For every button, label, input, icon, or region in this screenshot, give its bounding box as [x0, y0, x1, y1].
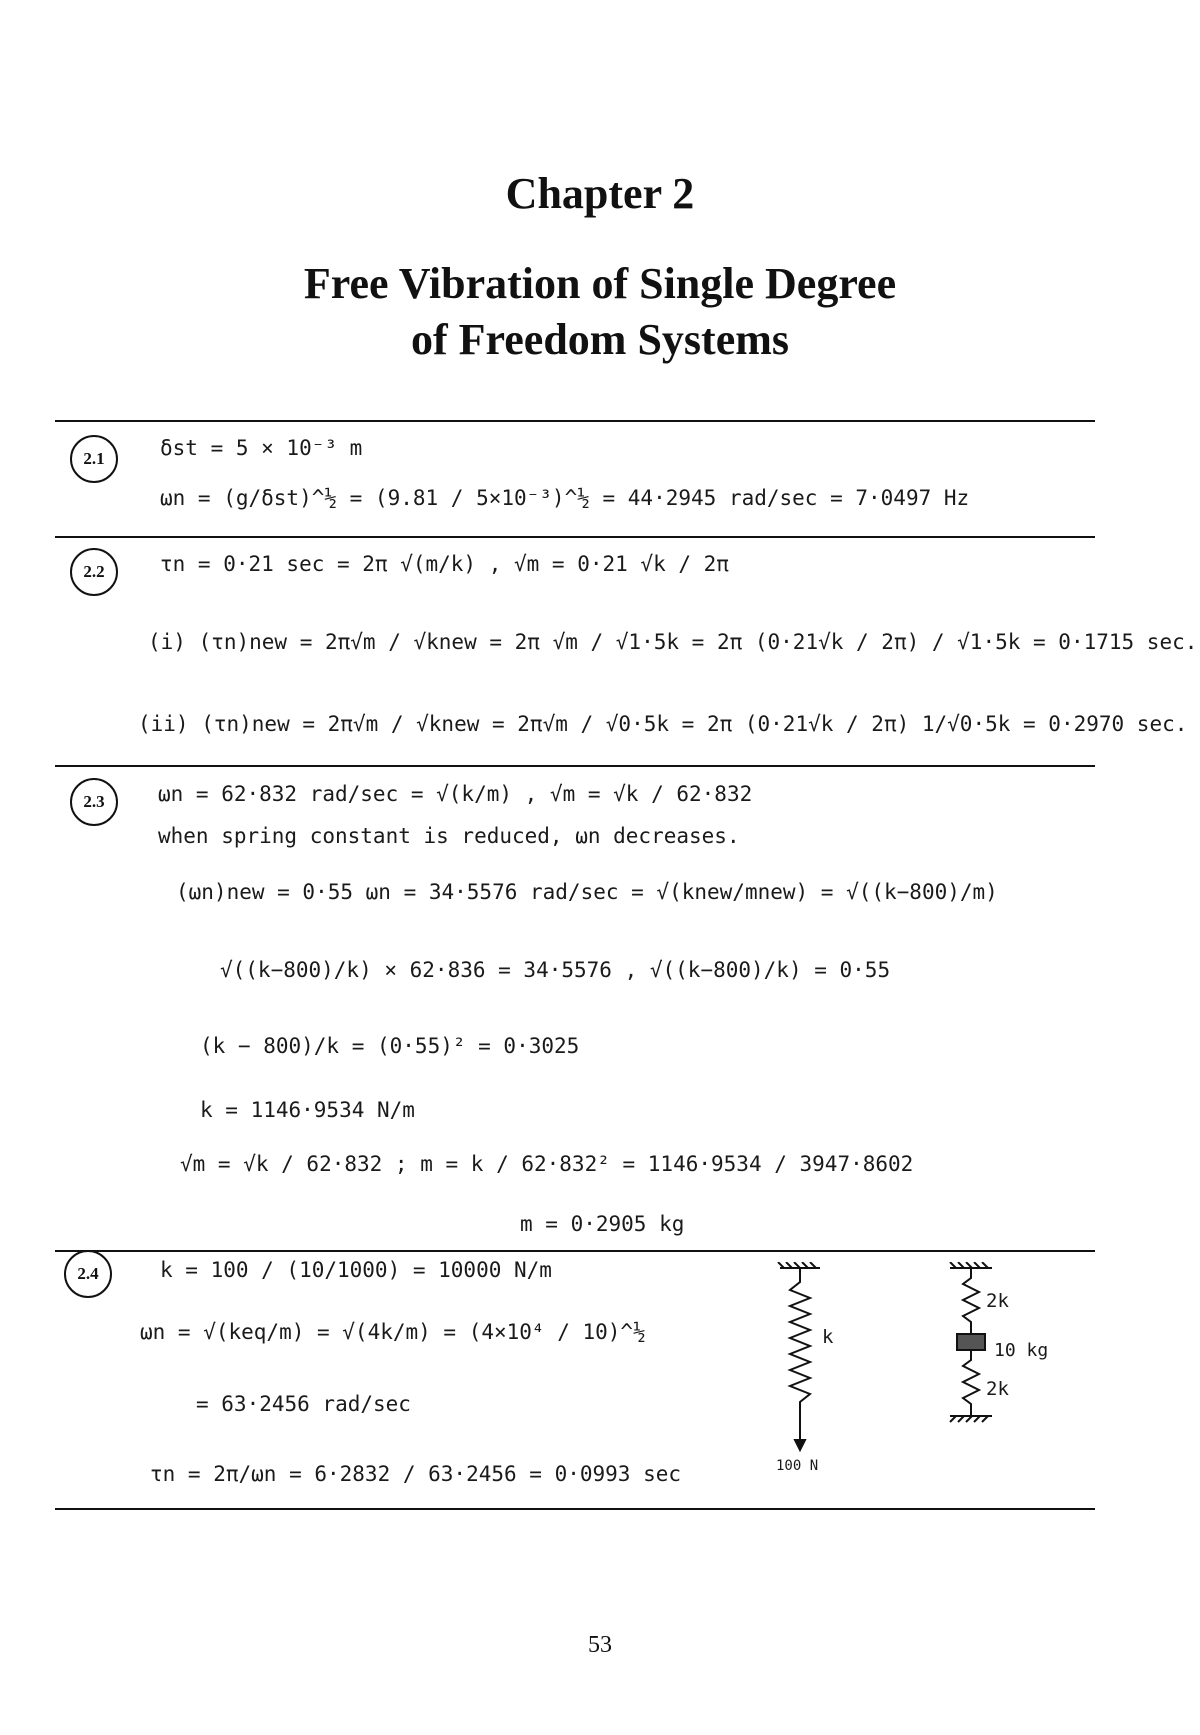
problem-2-4-line-1: k = 100 / (10/1000) = 10000 N/m [160, 1258, 552, 1282]
problem-number-2-3: 2.3 [70, 778, 118, 826]
problem-2-3-line-1: ωn = 62·832 rad/sec = √(k/m) , √m = √k / 62·832 [158, 782, 753, 806]
problem-2-3-line-6: k = 1146·9534 N/m [200, 1098, 415, 1122]
chapter-title-line1: Free Vibration of Single Degree [303, 259, 897, 308]
problem-2-3-line-8: m = 0·2905 kg [520, 1212, 685, 1236]
problem-number-2-4: 2.4 [64, 1250, 112, 1298]
problem-2-1-line-2: ωn = (g/δst)^½ = (9.81 / 5×10⁻³)^½ = 44·2945 rad/sec = 7·0497 Hz [160, 486, 970, 510]
problem-2-3-line-5: (k − 800)/k = (0·55)² = 0·3025 [200, 1034, 580, 1058]
page-number: 53 [588, 1632, 612, 1658]
problem-2-4-line-2: ωn = √(keq/m) = √(4k/m) = (4×10⁴ / 10)^½ [140, 1320, 646, 1344]
force-label: 100 N [776, 1458, 819, 1474]
section-rule [55, 1508, 1095, 1510]
problem-2-3-line-2: when spring constant is reduced, ωn decreases. [158, 824, 740, 848]
spring-label-k: k [822, 1326, 834, 1348]
problem-number-2-1: 2.1 [70, 435, 118, 483]
problem-2-4-line-4: τn = 2π/ωn = 6·2832 / 63·2456 = 0·0993 sec [150, 1462, 682, 1486]
chapter-label: Chapter 2 [505, 169, 695, 218]
mass-label: 10 kg [994, 1340, 1049, 1361]
problem-2-2-line-1: τn = 0·21 sec = 2π √(m/k) , √m = 0·21 √k / 2π [160, 552, 729, 576]
problem-2-2-line-3: (ii) (τn)new = 2π√m / √knew = 2π√m / √0·5k = 2π (0·21√k / 2π) 1/√0·5k = 0·2970 sec. [138, 712, 1188, 736]
chapter-title-line2: of Freedom Systems [411, 315, 789, 364]
section-rule [55, 1250, 1095, 1252]
section-rule [55, 765, 1095, 767]
problem-number-2-2: 2.2 [70, 548, 118, 596]
section-rule [55, 536, 1095, 538]
problem-2-4-line-3: = 63·2456 rad/sec [196, 1392, 411, 1416]
problem-2-1-line-1: δst = 5 × 10⁻³ m [160, 436, 363, 460]
problem-2-3-line-3: (ωn)new = 0·55 ωn = 34·5576 rad/sec = √(knew/mnew) = √((k−800)/m) [176, 880, 998, 904]
spring-top [963, 1268, 979, 1334]
spring-bottom [963, 1350, 979, 1416]
problem-2-2-line-2: (i) (τn)new = 2π√m / √knew = 2π √m / √1·5k = 2π (0·21√k / 2π) / √1·5k = 0·1715 sec. [148, 630, 1198, 654]
section-rule [55, 420, 1095, 422]
problem-2-3-line-4: √((k−800)/k) × 62·836 = 34·5576 , √((k−800)/k) = 0·55 [220, 958, 891, 982]
spring-label-top: 2k [986, 1290, 1009, 1312]
spring-left [790, 1268, 810, 1447]
force-arrow [795, 1440, 805, 1450]
mass-block [957, 1334, 985, 1350]
spring-label-bottom: 2k [986, 1378, 1009, 1400]
problem-2-3-line-7: √m = √k / 62·832 ; m = k / 62·832² = 1146·9534 / 3947·8602 [180, 1152, 914, 1176]
